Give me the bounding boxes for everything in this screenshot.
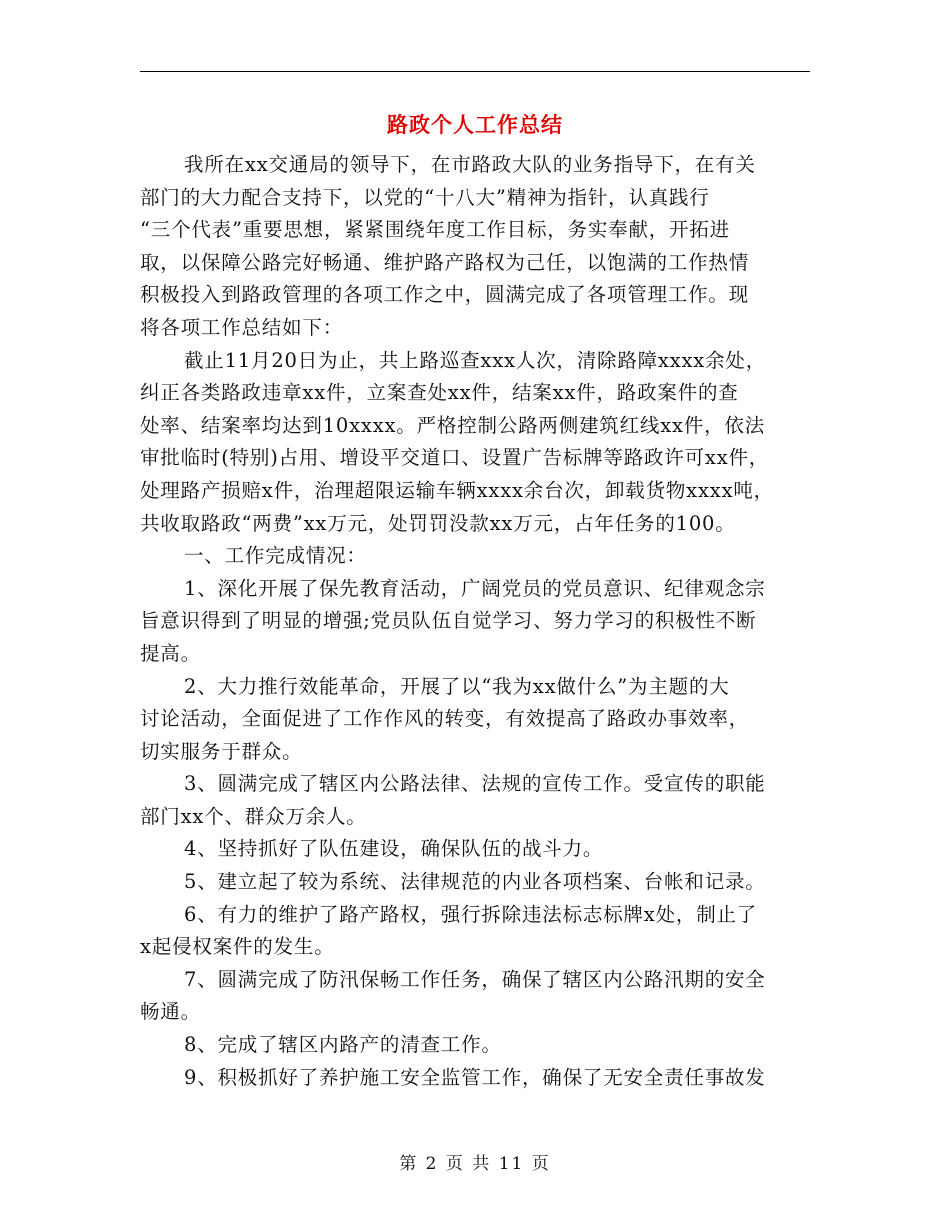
- document-body: [140, 149, 810, 1094]
- body-line: 7、圆满完成了防汛保畅工作任务，确保了辖区内公路汛期的安全: [184, 967, 766, 991]
- document-title: 路政个人工作总结: [387, 112, 563, 137]
- body-line: 8、完成了辖区内路产的清查工作。: [184, 1033, 502, 1057]
- body-line: 提高。: [140, 641, 201, 665]
- body-line: 将各项工作总结如下：: [140, 315, 344, 339]
- body-line: 取，以保障公路完好畅通、维护路产路权为己任，以饱满的工作热情: [140, 250, 750, 274]
- body-line: 一、工作完成情况：: [184, 544, 367, 568]
- body-line: 处理路产损赔x件，治理超限运输车辆xxxx余台次，卸载货物xxxx吨，: [140, 478, 774, 502]
- body-line: 共收取路政“两费”xx万元，处罚罚没款xx万元，占年任务的100。: [140, 511, 736, 535]
- body-line: 4、坚持抓好了队伍建设，确保队伍的战斗力。: [184, 837, 604, 861]
- body-line: 9、积极抓好了养护施工安全监管工作，确保了无安全责任事故发: [184, 1065, 766, 1089]
- header-rule: [140, 71, 810, 72]
- body-line: 畅通。: [140, 1000, 201, 1024]
- body-line: 讨论活动，全面促进了工作作风的转变，有效提高了路政办事效率，: [140, 707, 750, 731]
- body-line: 审批临时(特别)占用、增设平交道口、设置广告标牌等路政许可xx件，: [140, 446, 770, 470]
- body-line: 积极投入到路政管理的各项工作之中，圆满完成了各项管理工作。现: [140, 283, 750, 307]
- body-line: 6、有力的维护了路产路权，强行拆除违法标志标牌x处，制止了: [184, 902, 758, 926]
- body-line: 3、圆满完成了辖区内公路法律、法规的宣传工作。受宣传的职能: [184, 772, 766, 796]
- body-line: “三个代表”重要思想，紧紧围绕年度工作目标，务实奉献，开拓进: [140, 218, 730, 242]
- body-line: 2、大力推行效能革命，开展了以“我为xx做什么”为主题的大: [184, 674, 730, 698]
- body-line: 我所在xx交通局的领导下，在市路政大队的业务指导下，在有关: [184, 153, 756, 176]
- body-line: 截止11月20日为止，共上路巡查xxx人次，清除路障xxxx余处，: [184, 348, 767, 372]
- body-line: 5、建立起了较为系统、法律规范的内业各项档案、台帐和记录。: [184, 870, 766, 894]
- body-line: 部门的大力配合支持下，以党的“十八大”精神为指针，认真践行: [140, 185, 710, 209]
- body-line: 1、深化开展了保先教育活动，广阔党员的党员意识、纪律观念宗: [184, 576, 766, 600]
- body-line: x起侵权案件的发生。: [140, 935, 335, 959]
- body-line: 切实服务于群众。: [140, 739, 303, 763]
- body-line: 纠正各类路政违章xx件，立案查处xx件，结案xx件，路政案件的查: [140, 381, 739, 405]
- page-number-footer: 第 2 页 共 11 页: [399, 1154, 551, 1174]
- body-line: 旨意识得到了明显的增强;党员队伍自觉学习、努力学习的积极性不断: [140, 609, 757, 633]
- body-line: 部门xx个、群众万余人。: [140, 804, 367, 828]
- body-line: 处率、结案率均达到10xxxx。严格控制公路两侧建筑红线xx件，依法: [140, 413, 765, 437]
